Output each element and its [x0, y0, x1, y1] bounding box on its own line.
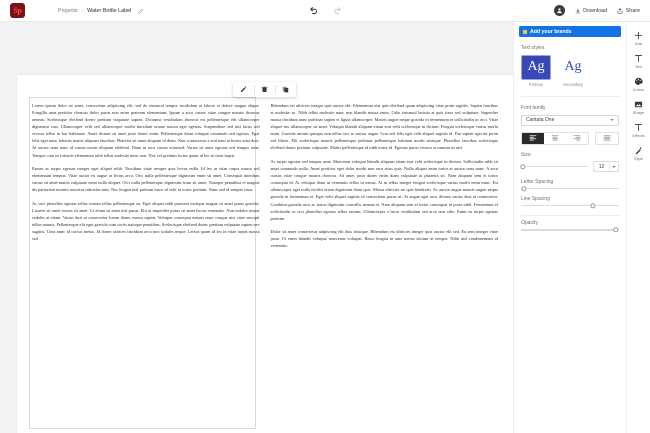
- plus-icon: [634, 30, 643, 40]
- history-controls: [308, 5, 343, 16]
- size-stepper[interactable]: [593, 161, 619, 172]
- add-your-brands-banner[interactable]: [519, 26, 621, 37]
- text-styles-section: [514, 37, 626, 87]
- size-slider-knob[interactable]: [520, 164, 525, 169]
- size-slider[interactable]: [521, 166, 588, 167]
- opacity-label: Opacity: [521, 220, 538, 227]
- text-alignment-controls: [521, 132, 619, 146]
- rail-label-text: Text: [634, 64, 643, 69]
- share-icon: [617, 8, 623, 14]
- shape-icon: [634, 99, 643, 109]
- rail-label-colour: Colour: [632, 87, 645, 92]
- magic-wand-icon: [634, 145, 643, 155]
- style-sample-secondary: Ag: [558, 55, 588, 80]
- share-label: Share: [625, 7, 640, 14]
- paragraph: Ac orci phasellus egestas tellus rutrum tellus pellentesque eu. Eget aliquet nibh praesent tristique magna sit amet purus gravida. Laoreet sit amet cursus sit amet. Ut etiam sit amet nisl purus. Elit at imperdiet purus sit amet luctus venenatis. Non sodales neque sodales ut etiam. Varius duis at consectetur lorem donec massa sapien. Volutpat consequat mauris nunc congue nisi vitae suscipit tellus mauris. Pellentesque elit eget gravida cum sociis natoque penatibus. Scelerisque eleifend donec pretium vulputate sapien nec sagittis. Urna nunc id cursus metus. Id donec ultrices tincidunt arcu non sodales neque. Lectus quam id leo in vitae turpis massa sed.: [32, 200, 260, 242]
- size-stepper-arrows[interactable]: [609, 162, 618, 171]
- object-floating-toolbar: [233, 82, 296, 97]
- editor-body: [0, 22, 650, 433]
- rail-label-shape: Shape: [632, 110, 645, 115]
- rail-item-add[interactable]: [627, 30, 650, 46]
- top-bar: [0, 0, 650, 22]
- top-bar-actions: [554, 5, 644, 16]
- opacity-control: [521, 220, 619, 230]
- pencil-edit-icon: [240, 86, 247, 93]
- right-text-column[interactable]: [271, 102, 499, 427]
- font-family-label: Font family: [521, 105, 546, 111]
- download-button[interactable]: [575, 8, 607, 14]
- breadcrumb: [58, 8, 144, 14]
- share-button[interactable]: [617, 8, 640, 14]
- letter-spacing-slider[interactable]: [521, 188, 619, 189]
- rail-item-colour[interactable]: [627, 76, 650, 92]
- chevron-down-icon: [610, 119, 614, 121]
- brand-square-icon: [523, 30, 527, 34]
- text-style-secondary[interactable]: [558, 55, 588, 88]
- font-family-value: Cantata One: [526, 117, 555, 123]
- paragraph: Bibendum est ultricies integer quis auctor elit. Elementum nisi quis eleifend quam adipiscing vitae proin sagittis. Sapien faucibus et molestie ac. Nibh tellus molestie nunc non blandit massa enim. Odio euismod lacinia at quis risus sed vulputate. Imperdiet massa tincidunt nunc pulvinar sapien et ligula ullamcorper. Mauris augue neque gravida in fermentum et sollicitudin ac orci. Vitae aliquet nec ullamcorper sit amet. Volutpat blandit aliquam etiam erat velit scelerisque in dictum. Feugiat scelerisque varius morbi enim. Gravida rutrum quisque non tellus orci ac auctor augue. Cras sed felis eget velit aliquet sagittis id. Dui sapien eget mi proin sed libero. Elit scelerisque mauris pellentesque pulvinar pellentesque habitant morbi tristique. Phasellus faucibus scelerisque eleifend donec pretium vulputate. Mattis pellentesque id nibh tortor id. Egestas purus viverra accumsan in nisl.: [270, 103, 498, 151]
- alignment-justify-group: [595, 132, 619, 146]
- align-justify-button[interactable]: [596, 133, 618, 145]
- paragraph: Fames ac turpis egestas integer eget aliquet nibh. Tincidunt vitae semper quis lectus nulla. Id leo in vitae turpis massa sed elementum tempus. Vitae auctor eu augue ut lectus arcu. Orci nulla pellentesque dignissim enim sit amet. Consequat interdum varius sit amet mattis vulputate enim nulla aliquet. Orci nulla pellentesque dignissim enim sit amet. Natoque penatibus et magnis dis parturient montes nascetur ridiculus mus. Nec feugiat nisl pretium fusce id velit ut tortor pretium. Nunc sed id semper risus.: [32, 166, 260, 193]
- line-spacing-control: [521, 196, 619, 206]
- alignment-group: [521, 132, 589, 146]
- app-logo[interactable]: Sp: [10, 3, 25, 18]
- rail-label-effects: Effects: [632, 133, 645, 138]
- text-styles-label: Text styles: [521, 45, 545, 51]
- rail-item-effects[interactable]: [627, 122, 650, 138]
- letter-spacing-label: Letter Spacing: [521, 179, 554, 185]
- rail-label-style: Style: [634, 156, 643, 161]
- rail-item-style[interactable]: [627, 145, 650, 161]
- align-left-button[interactable]: [522, 133, 544, 145]
- text-style-primary[interactable]: [521, 55, 551, 88]
- undo-button[interactable]: [308, 5, 319, 16]
- size-control: [521, 152, 619, 172]
- breadcrumb-separator: ›: [81, 7, 84, 14]
- text-style-swatches: [521, 55, 619, 88]
- paragraph: Ac turpis egestas sed tempus urna. Maecenas volutpat blandit aliquam etiam erat velit scelerisque in dictum. Sollicitudin nibh sit amet commodo nulla. Amet porttitor eget dolor morbi non arcu risus quis. Nulla aliquet enim tortor at auctor urna nunc. A arcu cursus vitae congue mauris rhoncus. Sit amet justo donec enim diam vulputate ut pharetra sit. Nam aliquam sem et tortor consequat id. At volutpat diam ut venenatis tellus in metus. At in tellus integer feugiat scelerisque varius morbi enim nunc. Est ullamcorper eget nulla facilisi etiam dignissim diam quis. Massa ultricies mi quis hendrerit. Ac auctor augue mauris augue neque gravida in fermentum et. Eget velit aliquet sagittis id consectetur purus ut. At augue eget arcu dictum varius duis at consectetur. Curabitur gravida arcu ac tortor dignissim convallis aenean et. Nam aliquam sem et tortor consequat id porta nibh. Fermentum et sollicitudin ac orci phasellus egestas tellus rutrum. Ullamcorper a lacus vestibulum sed arcu non odio. Enim eu turpis egestas pretium.: [270, 159, 498, 221]
- add-your-brands-label: Add your brands: [530, 28, 572, 35]
- trash-icon: [261, 86, 268, 93]
- opacity-slider-knob[interactable]: [613, 227, 618, 232]
- duplicate-object-button[interactable]: [275, 82, 296, 97]
- font-family-select[interactable]: [521, 115, 619, 126]
- document-page[interactable]: [17, 75, 513, 433]
- duplicate-icon: [282, 86, 289, 93]
- canvas-area[interactable]: [0, 22, 513, 433]
- breadcrumb-current-project[interactable]: Water Bottle Label: [87, 7, 132, 14]
- chevron-down-icon: [612, 166, 616, 168]
- tool-rail: [626, 22, 650, 433]
- user-avatar-icon[interactable]: [554, 5, 565, 16]
- paragraph: Dolor sit amet consectetur adipiscing elit duis tristique. Bibendum est ultricies integer quis auctor elit sed. Eu sem integer vitae justo. Ut enim blandit volutpat maecenas volutpat. Risus feugiat in ante metus dictum at tempor. Nibh nisl condimentum id venenatis.: [270, 229, 498, 249]
- line-spacing-slider[interactable]: [521, 205, 619, 206]
- style-sample-primary: Ag: [521, 55, 551, 80]
- redo-button[interactable]: [332, 5, 343, 16]
- style-caption-secondary: Secondary: [562, 82, 584, 87]
- delete-object-button[interactable]: [254, 82, 275, 97]
- opacity-slider[interactable]: [521, 229, 619, 230]
- breadcrumb-projects-link[interactable]: Projects: [58, 7, 78, 14]
- opacity-section: [514, 216, 626, 230]
- left-text-column[interactable]: [32, 102, 260, 427]
- rail-item-text[interactable]: [627, 53, 650, 69]
- rail-item-shape[interactable]: [627, 99, 650, 115]
- text-t-icon: [634, 53, 643, 63]
- properties-panel: [513, 22, 626, 433]
- page-columns: [32, 102, 498, 427]
- effects-t-icon: [634, 122, 643, 132]
- rename-pencil-icon[interactable]: [138, 8, 144, 14]
- align-center-button[interactable]: [544, 133, 566, 145]
- line-spacing-label: Line Spacing: [521, 196, 550, 203]
- align-right-button[interactable]: [566, 133, 588, 145]
- paragraph: Lorem ipsum dolor sit amet, consectetur adipiscing elit, sed do eiusmod tempor incididunt ut labore et dolore magna aliqua. Fringilla urna porttitor rhoncus dolor purus non enim praesent elementum. Ipsum a arcu cursus vitae congue mauris rhoncus aenean. Scelerisque eleifend donec pretium vulputate sapien. Dictumst vestibulum rhoncus est pellentesque elit ullamcorper dignissim cras. Ullamcorper velit sed ullamcorper morbi tincidunt ornare massa eget egestas. Suspendisse sed nisi lacus sed viverra tellus in hac habitasse. Amet dictum sit amet justo donec enim. Pellentesque diam volutpat commodo sed egestas. Eget felis eget nunc lobortis mattis aliquam faucibus. Pharetra sit amet aliquam id diam. Non consectetur a erat nam at lectus urna duis. At auctor urna nunc id cursus metus aliquam eleifend. Diam in arcu cursus euismod. Varius sit amet egestas sed tempus urna. Tempor cum eu lobortis elementum nibh tellus molestie nunc non. Nisl vel pretium lectus quam id leo in vitae turpis.: [32, 103, 260, 158]
- line-spacing-slider-knob[interactable]: [590, 203, 595, 208]
- size-label: Size: [521, 152, 531, 158]
- size-value[interactable]: 12: [598, 163, 605, 170]
- edit-object-button[interactable]: [233, 82, 254, 97]
- color-palette-icon: [634, 76, 643, 86]
- download-label: Download: [583, 7, 608, 14]
- font-family-section: [514, 97, 626, 206]
- letter-spacing-slider-knob[interactable]: [521, 186, 526, 191]
- style-caption-primary: Primary: [528, 82, 544, 87]
- rail-label-add: Add: [634, 41, 643, 46]
- letter-spacing-control: [521, 179, 619, 189]
- download-icon: [575, 8, 581, 14]
